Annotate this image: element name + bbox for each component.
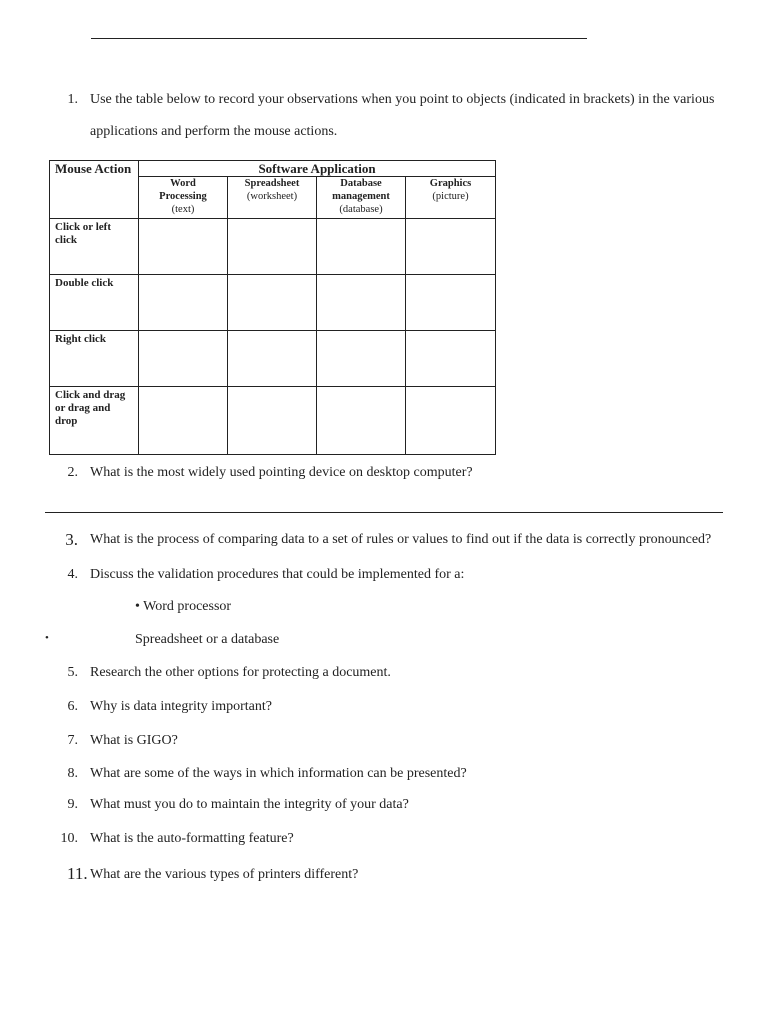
column-header-hint: (picture) (432, 191, 469, 202)
column-header-title: Spreadsheet (244, 178, 300, 189)
bullet-spreadsheet-database: Spreadsheet or a database (135, 632, 280, 647)
bullet-word-processor: • Word processor (135, 599, 232, 614)
column-header-hint: (worksheet) (246, 191, 298, 202)
column-header-hint: (database) (339, 204, 383, 215)
question-10-text: What is the auto-formatting feature? (90, 831, 294, 846)
observation-cell (406, 219, 496, 275)
question-5-number: 5. (67, 665, 78, 680)
question-11-text: What are the various types of printers different? (90, 867, 359, 882)
observation-cell (317, 387, 406, 455)
question-9-text: What must you do to maintain the integrity of your data? (90, 797, 409, 812)
column-header-title: management (332, 191, 390, 202)
question-8-text: What are some of the ways in which information can be presented? (90, 766, 467, 781)
table-row (50, 219, 496, 275)
question-1-line2: applications and perform the mouse actions. (90, 124, 338, 139)
software-application-header: Software Application (139, 161, 496, 177)
observation-cell (406, 387, 496, 455)
question-3-number: 3. (65, 530, 78, 549)
mouse-action-label: or drag and (55, 402, 111, 414)
observation-cell (317, 219, 406, 275)
mouse-action-label: click (55, 234, 77, 246)
bullet-mark: • (45, 632, 49, 644)
observation-cell (139, 331, 228, 387)
question-1-line1: Use the table below to record your observations when you point to objects (indicated in brackets) in the various (90, 92, 715, 107)
column-header-hint: (text) (171, 204, 195, 215)
observation-cell (317, 275, 406, 331)
column-header-title: Database (340, 178, 382, 189)
observation-cell (228, 387, 317, 455)
question-11-number: 11. (67, 864, 88, 883)
mouse-action-header: Mouse Action (50, 161, 139, 219)
mouse-action-cell (50, 275, 139, 331)
mouse-action-label: Double click (55, 277, 114, 289)
question-3-text: What is the process of comparing data to a set of rules or values to find out if the data is correctly pronounced? (90, 532, 712, 547)
mouse-action-cell (50, 387, 139, 455)
observation-cell (139, 275, 228, 331)
mouse-action-label: Right click (55, 333, 107, 345)
answer-line-q2 (45, 512, 723, 513)
observation-cell (139, 387, 228, 455)
mouse-action-label: drop (55, 415, 78, 427)
mouse-action-label: Click or left (55, 221, 112, 233)
question-10-number: 10. (60, 831, 78, 846)
column-header-title: Processing (159, 191, 207, 202)
question-7-text: What is GIGO? (90, 733, 178, 748)
column-header-title: Graphics (429, 178, 472, 189)
observation-cell (406, 275, 496, 331)
observation-cell (228, 331, 317, 387)
question-4-number: 4. (67, 567, 78, 582)
question-2-number: 2. (67, 465, 78, 480)
mouse-action-label: Click and drag (55, 389, 126, 401)
column-header-title: Word (170, 178, 196, 189)
question-1-number: 1. (67, 92, 78, 107)
observation-cell (139, 219, 228, 275)
observation-cell (406, 331, 496, 387)
question-2-text: What is the most widely used pointing device on desktop computer? (90, 465, 473, 480)
observation-cell (228, 275, 317, 331)
observation-cell (317, 331, 406, 387)
table-row (50, 275, 496, 331)
observation-table (49, 160, 496, 455)
question-8-number: 8. (67, 766, 78, 781)
question-5-text: Research the other options for protecting a document. (90, 665, 391, 680)
table-row (50, 387, 496, 455)
column-header-3 (317, 177, 406, 219)
question-6-number: 6. (67, 699, 78, 714)
table-row (50, 331, 496, 387)
question-4-text: Discuss the validation procedures that could be implemented for a: (90, 567, 465, 582)
mouse-action-cell (50, 219, 139, 275)
column-header-4 (406, 177, 496, 219)
top-answer-line (91, 38, 587, 39)
question-6-text: Why is data integrity important? (90, 699, 272, 714)
mouse-action-cell (50, 331, 139, 387)
observation-cell (228, 219, 317, 275)
question-9-number: 9. (67, 797, 78, 812)
column-header-2 (228, 177, 317, 219)
question-7-number: 7. (67, 733, 78, 748)
column-header-1 (139, 177, 228, 219)
